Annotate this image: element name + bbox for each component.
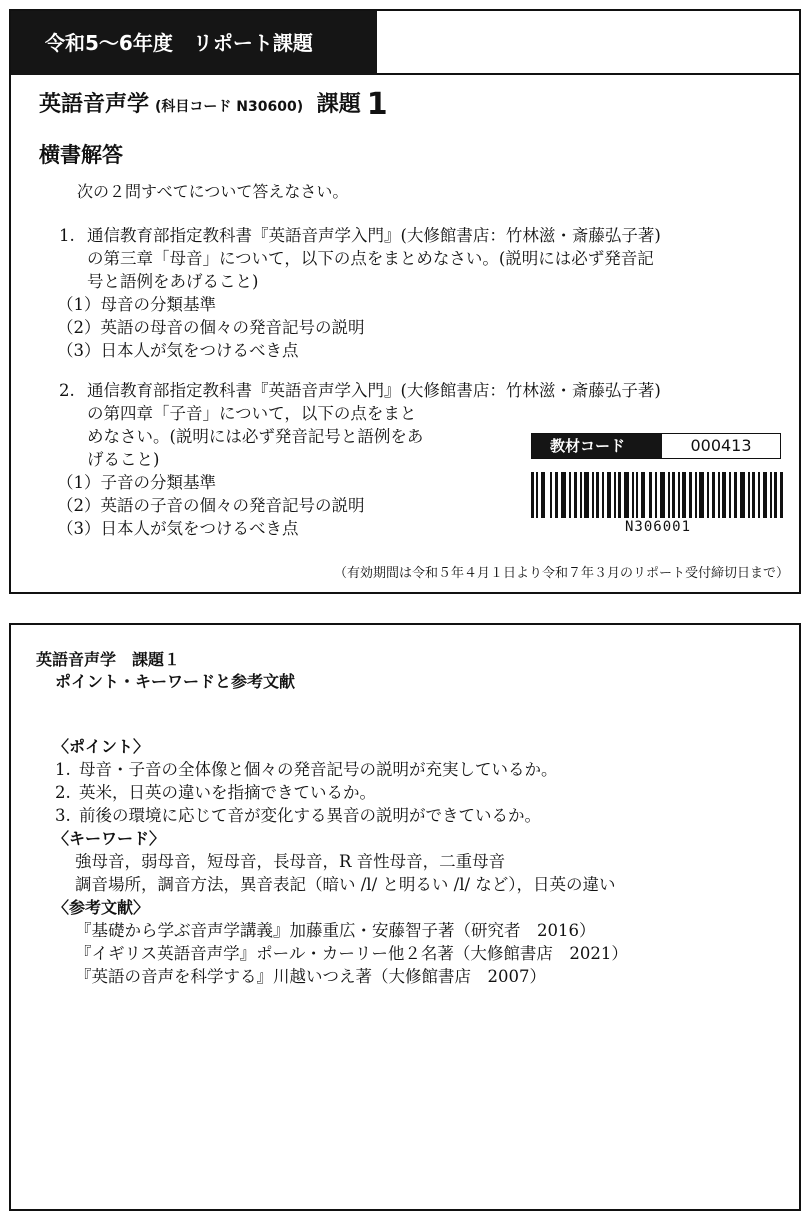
point-number: 2. <box>55 783 71 802</box>
material-code-label: 教材コード <box>532 434 662 458</box>
question-item: （3）日本人が気をつけるべき点 <box>57 341 299 360</box>
guidance-content <box>55 735 795 988</box>
validity-note: （有効期間は令和５年４月１日より令和７年３月のリポート受付締切日まで） <box>333 566 789 581</box>
keywords-header: 〈キーワード〉 <box>53 829 166 848</box>
question-line: の第四章「子音」について，以下の点をまと <box>87 404 417 423</box>
question-line: げること) <box>87 450 160 469</box>
reference-item: 『イギリス英語音声学』ポール・カーリー他２名著（大修館書店 2021） <box>75 944 628 963</box>
assignment-card <box>9 9 801 594</box>
question-line: 号と語例をあげること) <box>87 272 259 291</box>
keyword-line: 調音場所，調音方法，異音表記（暗い /l/ と明るい /l/ など），日英の違い <box>75 875 616 894</box>
guidance-title: 英語音声学 課題１ <box>36 650 181 669</box>
point-item <box>55 758 795 781</box>
point-item <box>55 781 795 804</box>
header-rule <box>377 73 799 75</box>
instructions: 次の２問すべてについて答えなさい。 <box>77 182 349 201</box>
point-item <box>55 804 795 827</box>
point-number: 3. <box>55 806 71 825</box>
question-line: めなさい。(説明には必ず発音記号と語例をあ <box>87 427 424 446</box>
point-number: 1. <box>55 760 71 779</box>
barcode-number: N306001 <box>625 519 692 535</box>
question-number: 1. <box>59 226 75 245</box>
references-header: 〈参考文献〉 <box>53 898 150 917</box>
answer-format: 横書解答 <box>39 143 123 167</box>
subject-name: 英語音声学 <box>39 92 150 117</box>
keyword-line: 強母音，弱母音，短母音，長母音，R 音性母音，二重母音 <box>75 852 506 871</box>
question-line: の第三章「母音」について，以下の点をまとめなさい。(説明には必ず発音記 <box>87 249 654 268</box>
assignment-label: 課題 <box>316 92 361 117</box>
question-item: （3）日本人が気をつけるべき点 <box>57 519 299 538</box>
reference-item: 『英語の音声を科学する』川越いつえ著（大修館書店 2007） <box>75 967 546 986</box>
barcode <box>531 472 783 518</box>
year-banner: 令和5～6年度 リポート課題 <box>11 11 377 75</box>
question-1 <box>57 224 787 362</box>
question-item: （2）英語の子音の個々の発音記号の説明 <box>57 496 365 515</box>
question-line: 通信教育部指定教科書『英語音声学入門』(大修館書店：竹林滋・斎藤弘子著) <box>87 381 661 400</box>
point-text: 英米，日英の違いを指摘できているか。 <box>79 783 376 802</box>
material-code-value: 000413 <box>690 436 752 455</box>
guidance-subtitle: ポイント・キーワードと参考文献 <box>55 672 296 691</box>
reference-item: 『基礎から学ぶ音声学講義』加藤重広・安藤智子著（研究者 2016） <box>75 921 596 940</box>
points-header: 〈ポイント〉 <box>53 737 150 756</box>
point-text: 前後の環境に応じて音が変化する異音の説明ができているか。 <box>79 806 541 825</box>
assignment-title <box>39 87 388 122</box>
question-item: （2）英語の母音の個々の発音記号の説明 <box>57 318 365 337</box>
material-code-box <box>531 433 781 459</box>
assignment-number: 1 <box>366 87 388 122</box>
question-number: 2. <box>59 381 75 400</box>
point-text: 母音・子音の全体像と個々の発音記号の説明が充実しているか。 <box>79 760 558 779</box>
guidance-card <box>9 623 801 1211</box>
question-item: （1）子音の分類基準 <box>57 473 216 492</box>
question-item: （1）母音の分類基準 <box>57 295 216 314</box>
question-line: 通信教育部指定教科書『英語音声学入門』(大修館書店：竹林滋・斎藤弘子著) <box>87 226 661 245</box>
subject-code: (科目コード N30600) <box>155 99 304 115</box>
